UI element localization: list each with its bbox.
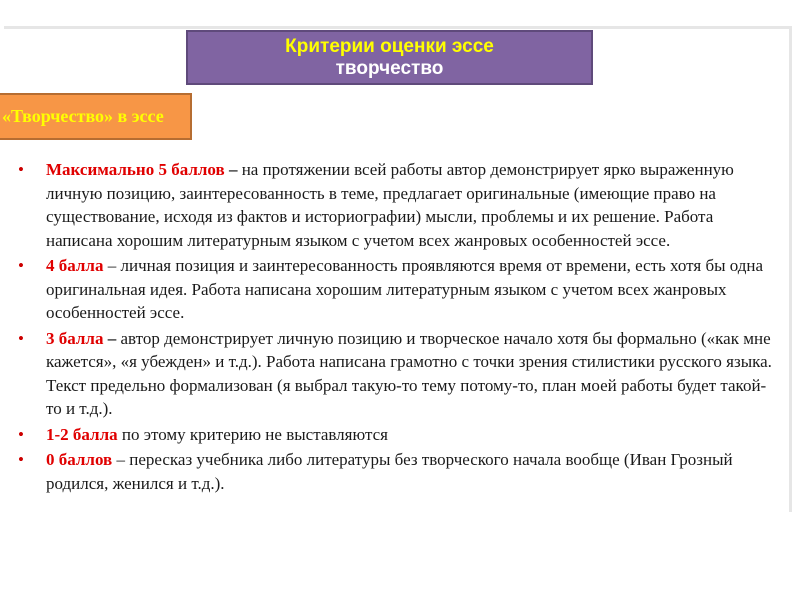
separator: –	[112, 450, 130, 469]
slide-title: Критерии оценки эссе	[285, 36, 494, 57]
criteria-item-1-2-points	[0, 423, 780, 447]
criteria-description: по этому критерию не выставляются	[121, 424, 388, 444]
slide-subtitle: творчество	[335, 58, 444, 79]
score-label: 4 балла	[46, 256, 104, 275]
criteria-description: пересказ учебника либо литературы без творческого начала вообще (Иван Грозный родился, женился и т.д.).	[46, 450, 733, 493]
score-label: 3 балла	[46, 328, 104, 348]
separator: –	[103, 328, 121, 348]
bullet-icon: •	[18, 424, 24, 444]
score-label: 0 баллов	[46, 450, 113, 469]
slide-title-box	[186, 30, 593, 85]
criteria-description: на протяжении всей работы автор демонстрирует ярко выраженную личную позицию, заинтересованность в теме, предлагает оригинальные (имеющие право на существование, исходя из фактов и историографии) мысли, проблемы и их решение. Работа написана хорошим литературным языком с учетом всех жанровых особенностей эссе.	[46, 160, 734, 250]
criteria-description: автор демонстрирует личную позицию и творческое начало хотя бы формально («как мне кажется», «я убежден» и т.д.). Работа написана грамотно с точки зрения стилистики русского языка. Текст предельно формализован (я выбрал такую-то тему потому-то, план моей работы будет такой-то и т.д.).	[46, 328, 772, 418]
score-label: Максимально 5 баллов	[46, 160, 225, 179]
criteria-item-4-points	[0, 254, 780, 325]
criteria-item-5-points	[0, 158, 780, 252]
criteria-item-3-points	[0, 327, 780, 421]
separator: –	[224, 160, 242, 179]
criteria-list	[0, 158, 780, 497]
criteria-description: личная позиция и заинтересованность проявляются время от времени, есть хотя бы одна оригинальная идея. Работа написана хорошим литературным языком с учетом всех жанровых особенностей эссе.	[46, 256, 764, 322]
bullet-icon: •	[18, 328, 24, 348]
separator: –	[103, 256, 121, 275]
bullet-icon: •	[18, 450, 24, 469]
bullet-icon: •	[18, 160, 24, 179]
bullet-icon: •	[18, 256, 24, 275]
score-label: 1-2 балла	[46, 424, 118, 444]
section-label: «Творчество» в эссе	[0, 93, 192, 140]
criteria-item-0-points	[0, 448, 780, 495]
